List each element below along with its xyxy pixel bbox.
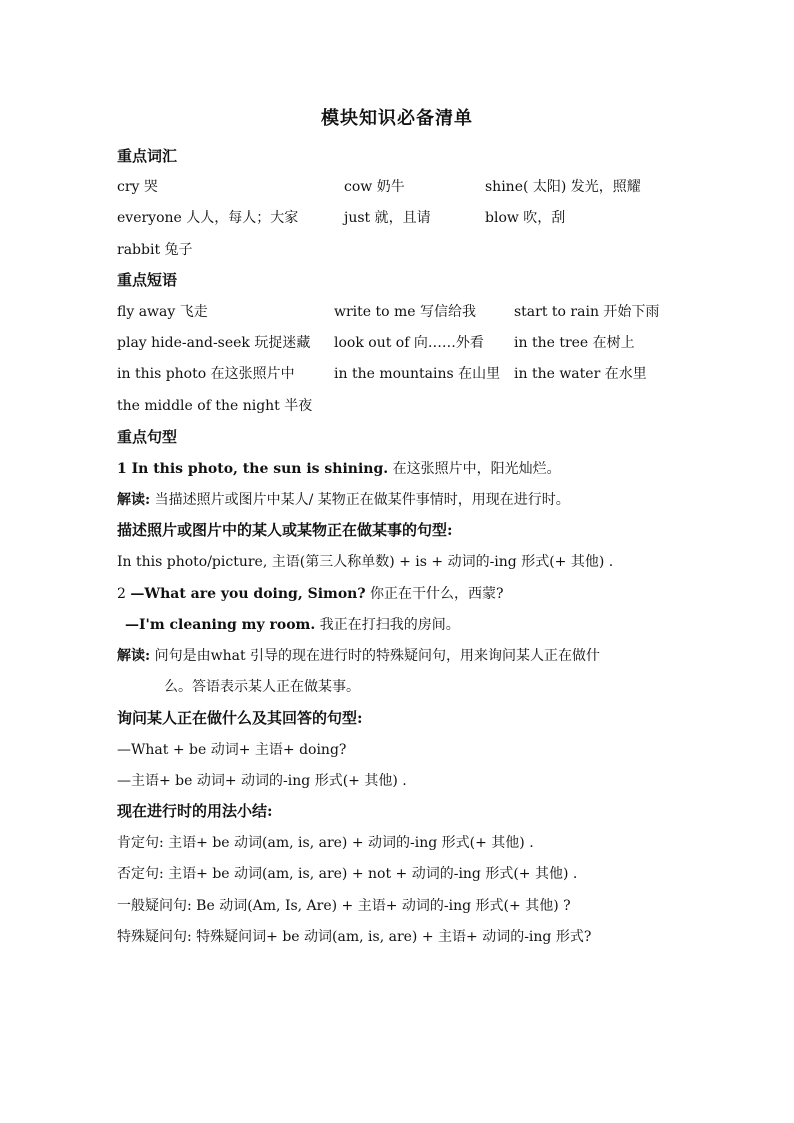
sentence-2 (117, 583, 504, 603)
phrase-item: start to rain 开始下雨 (514, 304, 660, 320)
summary-wh-question: 特殊疑问句: 特殊疑问词+ be 动词(am, is, are) + 主语+ 动词的-ing 形式? (117, 929, 592, 945)
summary-negative: 否定句: 主语+ be 动词(am, is, are) + not + 动词的-ing 形式(+ 其他) . (117, 866, 578, 882)
phrase-item: look out of 向……外看 (334, 335, 484, 351)
vocab-item: cow 奶牛 (344, 179, 405, 195)
note-2-label: 解读: (117, 648, 151, 664)
vocab-item: blow 吹，刮 (485, 210, 566, 226)
vocab-item: shine( 太阳) 发光，照耀 (485, 179, 641, 195)
note-1-label: 解读: (117, 492, 151, 508)
vocab-item: everyone 人人，每人；大家 (117, 210, 299, 226)
summary-heading: 现在进行时的用法小结: (117, 802, 273, 820)
page-title: 模块知识必备清单 (321, 108, 473, 129)
phrase-item: in the water 在水里 (514, 366, 647, 382)
sentence-2-num: 2 (117, 586, 131, 602)
note-2-text: 问句是由what 引导的现在进行时的特殊疑问句，用来询问某人正在做什 (150, 648, 601, 664)
sentence-1 (117, 458, 561, 478)
pattern-1-heading: 描述照片或图片中的某人或某物正在做某事的句型: (117, 521, 453, 539)
summary-affirmative: 肯定句: 主语+ be 动词(am, is, are) + 动词的-ing 形式(+ 其他) . (117, 835, 534, 851)
phrase-item: in the mountains 在山里 (334, 366, 501, 382)
phrase-item: in the tree 在树上 (514, 335, 635, 351)
sentence-1-en: 1 In this photo, the sun is shining. (117, 461, 389, 477)
vocab-item: just 就，且请 (344, 210, 431, 226)
note-2-continued: 么。答语表示某人正在做某事。 (164, 679, 360, 695)
sentence-2-cn: 你正在干什么，西蒙? (365, 586, 504, 602)
summary-yes-no-question: 一般疑问句: Be 动词(Am, Is, Are) + 主语+ 动词的-ing 形式(+ 其他) ? (117, 898, 571, 914)
phrase-item: fly away 飞走 (117, 304, 208, 320)
sentence-2-answer-en: —I'm cleaning my room. (125, 617, 316, 633)
sentence-1-cn: 在这张照片中，阳光灿烂。 (388, 461, 561, 477)
phrase-item: in this photo 在这张照片中 (117, 366, 295, 382)
note-1 (117, 489, 570, 509)
sentence-2-answer-cn: 我正在打扫我的房间。 (315, 617, 460, 633)
pattern-2b: —主语+ be 动词+ 动词的-ing 形式(+ 其他) . (117, 773, 407, 789)
phrase-item: play hide-and-seek 玩捉迷藏 (117, 335, 311, 351)
pattern-2a: —What + be 动词+ 主语+ doing? (117, 742, 347, 758)
phrase-item: write to me 写信给我 (334, 304, 477, 320)
vocab-item: rabbit 兔子 (117, 242, 193, 258)
pattern-1: In this photo/picture, 主语(第三人称单数) + is + 动词的-ing 形式(+ 其他) . (117, 554, 614, 570)
note-2 (117, 645, 600, 665)
phrases-heading: 重点短语 (117, 271, 178, 289)
sentence-2-en: —What are you doing, Simon? (130, 586, 366, 602)
sentence-2-answer (125, 614, 460, 634)
vocab-heading: 重点词汇 (117, 147, 178, 165)
vocab-item: cry 哭 (117, 179, 158, 195)
pattern-2-heading: 询问某人正在做什么及其回答的句型: (117, 709, 363, 727)
sentences-heading: 重点句型 (117, 428, 178, 446)
note-1-text: 当描述照片或图片中某人/ 某物正在做某件事情时，用现在进行时。 (150, 492, 570, 508)
phrase-item: the middle of the night 半夜 (117, 398, 313, 414)
